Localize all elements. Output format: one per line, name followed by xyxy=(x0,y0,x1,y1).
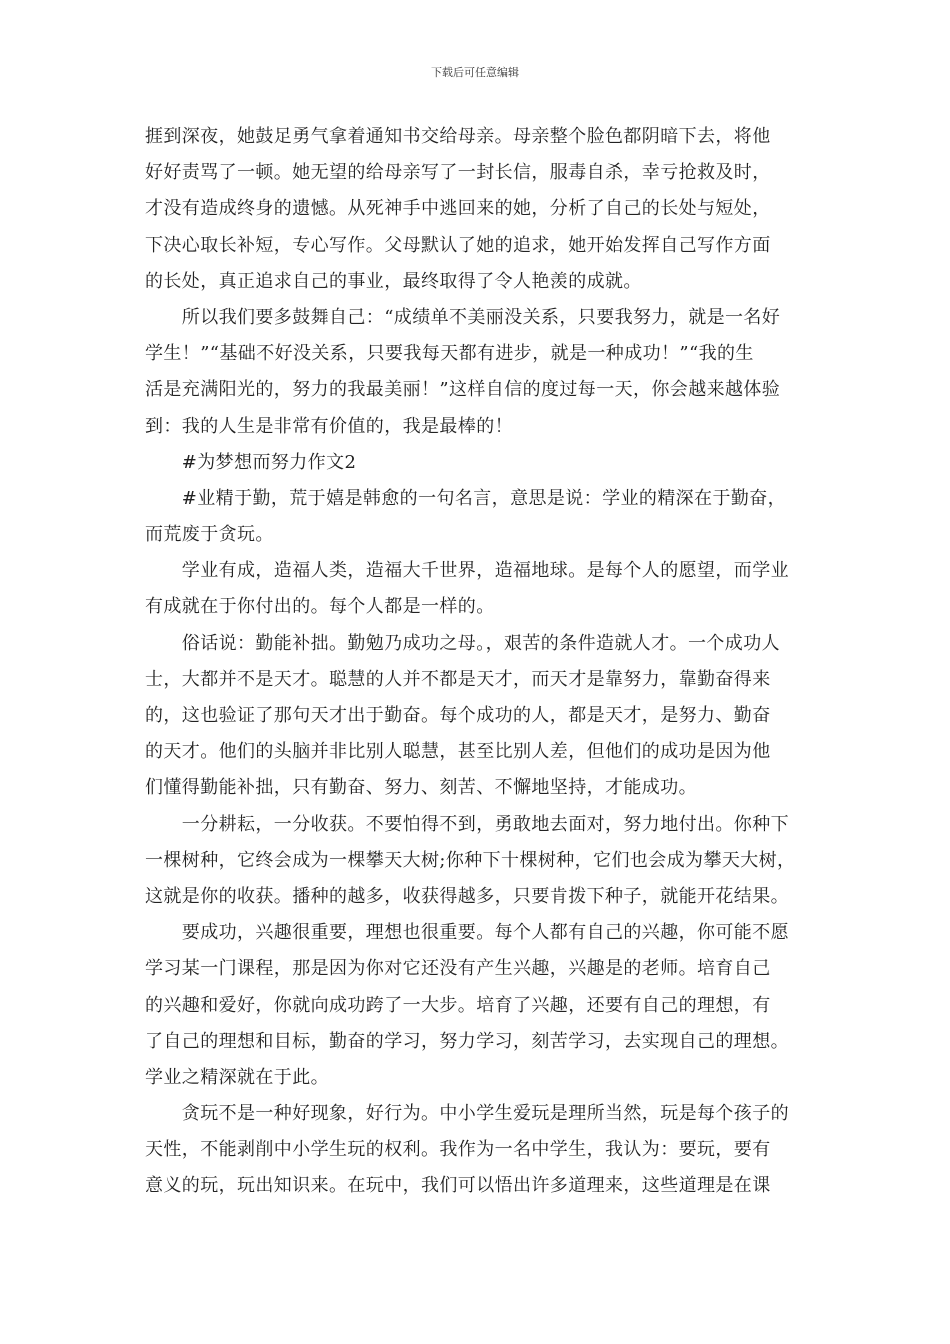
text-line: 的长处，真正追求自己的事业，最终取得了令人艳羡的成就。 xyxy=(145,270,642,292)
section-heading: #为梦想而努力作文2 xyxy=(145,451,357,473)
text-line: 士，大都并不是天才。聪慧的人并不都是天才，而天才是靠努力，靠勤奋得来 xyxy=(145,668,771,690)
text-line: 下决心取长补短，专心写作。父母默认了她的追求，她开始发挥自己写作方面 xyxy=(145,234,771,256)
text-line: 了自己的理想和目标，勤奋的学习，努力学习，刻苦学习，去实现自己的理想。 xyxy=(145,1030,789,1052)
text-line: 学习某一门课程，那是因为你对它还没有产生兴趣，兴趣是的老师。培育自己 xyxy=(145,958,771,980)
text-line: 学生！”“基础不好没关系，只要我每天都有进步，就是一种成功！”“我的生 xyxy=(145,343,754,365)
text-line: 有成就在于你付出的。每个人都是一样的。 xyxy=(145,596,495,618)
text-line: 活是充满阳光的，努力的我最美丽！”这样自信的度过每一天，你会越来越体验 xyxy=(145,379,781,401)
text-line: 一分耕耘，一分收获。不要怕得不到，勇敢地去面对，努力地付出。你种下 xyxy=(145,813,789,835)
text-line: 到：我的人生是非常有价值的，我是最棒的！ xyxy=(145,415,513,437)
text-line: 的天才。他们的头脑并非比别人聪慧，甚至比别人差，但他们的成功是因为他 xyxy=(145,741,771,763)
text-line: 捱到深夜，她鼓足勇气拿着通知书交给母亲。母亲整个脸色都阴暗下去，将他 xyxy=(145,126,771,147)
page-header: 下载后可任意编辑 xyxy=(431,66,519,79)
text-line: 一棵树种，它终会成为一棵攀天大树;你种下十棵树种，它们也会成为攀天大树， xyxy=(145,849,796,871)
text-line: 意义的玩，玩出知识来。在玩中，我们可以悟出许多道理来，这些道理是在课 xyxy=(145,1175,771,1197)
text-line: 们懂得勤能补拙，只有勤奋、努力、刻苦、不懈地坚持，才能成功。 xyxy=(145,777,697,799)
text-line: 天性，不能剥削中小学生玩的权利。我作为一名中学生，我认为：要玩，要有 xyxy=(145,1139,771,1161)
text-line: 学业有成，造福人类，造福大千世界，造福地球。是每个人的愿望，而学业 xyxy=(145,560,789,582)
text-line: 俗话说：勤能补拙。勤勉乃成功之母。，艰苦的条件造就人才。一个成功人 xyxy=(145,632,780,654)
text-line: 才没有造成终身的遗憾。从死神手中逃回来的她，分析了自己的长处与短处， xyxy=(145,198,771,220)
text-line: 的兴趣和爱好，你就向成功跨了一大步。培育了兴趣，还要有自己的理想，有 xyxy=(145,994,771,1016)
text-line: 这就是你的收获。播种的越多，收获得越多，只要肯拨下种子，就能开花结果。 xyxy=(145,885,789,907)
text-line: #业精于勤，荒于嬉是韩愈的一句名言，意思是说：学业的精深在于勤奋， xyxy=(145,487,787,509)
text-line: 而荒废于贪玩。 xyxy=(145,524,274,546)
text-line: 的，这也验证了那句天才出于勤奋。每个成功的人，都是天才，是努力、勤奋 xyxy=(145,705,771,726)
text-line: 所以我们要多鼓舞自己：“成绩单不美丽没关系，只要我努力，就是一名好 xyxy=(145,306,781,328)
text-line: 要成功，兴趣很重要，理想也很重要。每个人都有自己的兴趣，你可能不愿 xyxy=(145,922,789,944)
text-line: 好好责骂了一顿。她无望的给母亲写了一封长信，服毒自杀，幸亏抢救及时， xyxy=(145,162,771,184)
document-body xyxy=(145,119,807,1205)
text-line: 贪玩不是一种好现象，好行为。中小学生爱玩是理所当然，玩是每个孩子的 xyxy=(145,1103,789,1125)
text-line: 学业之精深就在于此。 xyxy=(145,1066,329,1088)
